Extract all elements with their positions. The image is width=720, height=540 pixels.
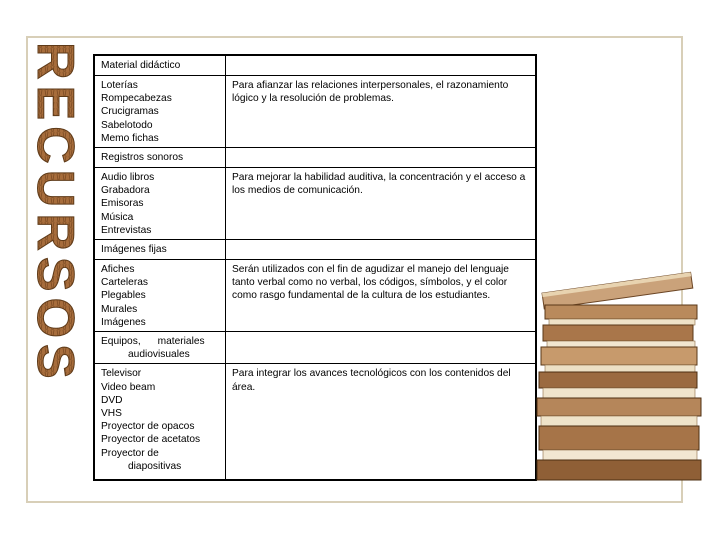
list-item: Crucigramas	[101, 106, 159, 118]
section-heading	[95, 148, 226, 168]
list-item: Sabelotodo	[101, 119, 153, 131]
section-empty-cell	[226, 148, 536, 168]
list-item: Música	[101, 211, 134, 223]
table-header-row	[95, 56, 536, 76]
table-row	[95, 168, 536, 240]
list-item: diapositivas	[128, 460, 182, 472]
list-item: Carteleras	[101, 277, 148, 289]
items-cell	[95, 260, 226, 332]
list-item: Entrevistas	[101, 224, 152, 236]
table-row	[95, 260, 536, 332]
table-row	[95, 364, 536, 480]
header-cell	[95, 56, 226, 76]
list-item: Video beam	[101, 381, 156, 393]
purpose-text: Para mejorar la habilidad auditiva, la concentración y el acceso a los medios de comunicación.	[232, 172, 526, 197]
list-item: Proyector de opacos	[101, 421, 195, 433]
table-row	[95, 76, 536, 148]
section-empty-cell	[226, 240, 536, 260]
purpose-cell	[226, 260, 536, 332]
purpose-text: Para afianzar las relaciones interpersonales, el razonamiento lógico y la resolución de problemas.	[232, 80, 509, 105]
section-heading-row	[95, 332, 536, 364]
list-item: Memo fichas	[101, 132, 159, 144]
section-heading-label: audiovisuales	[128, 349, 190, 361]
list-item: Imágenes	[101, 316, 146, 328]
header-label: Material didáctico	[101, 60, 181, 71]
list-item: Proyector de	[101, 447, 159, 459]
list-item: Proyector de acetatos	[101, 434, 201, 446]
purpose-cell	[226, 76, 536, 148]
section-heading	[95, 240, 226, 260]
items-cell	[95, 364, 226, 480]
section-heading-row	[95, 148, 536, 168]
items-cell	[95, 76, 226, 148]
section-heading-label: Equipos, materiales	[101, 336, 205, 348]
section-heading	[95, 332, 226, 364]
purpose-cell	[226, 168, 536, 240]
section-heading-label: Registros sonoros	[101, 152, 184, 164]
section-heading-label: Imágenes fijas	[101, 244, 167, 256]
materials-table-container	[93, 54, 537, 481]
stack-of-books-icon	[535, 265, 705, 485]
list-item: Loterías	[101, 80, 138, 91]
list-item: Murales	[101, 303, 138, 315]
section-empty-cell	[226, 332, 536, 364]
items-cell	[95, 168, 226, 240]
purpose-cell	[226, 364, 536, 480]
header-empty-cell	[226, 56, 536, 76]
purpose-text: Serán utilizados con el fin de agudizar el manejo del lenguaje tanto verbal como no verbal, los códigos, símbolos, y el color como rasgo fundamental de la cultura de los estudiantes.	[232, 264, 509, 302]
vertical-title	[26, 40, 84, 500]
list-item: Plegables	[101, 290, 146, 302]
purpose-text: Para integrar los avances tecnológicos con los contenidos del área.	[232, 368, 511, 393]
list-item: Grabadora	[101, 185, 150, 197]
list-item: Emisoras	[101, 198, 144, 210]
list-item: DVD	[101, 394, 123, 406]
list-item: Afiches	[101, 264, 135, 276]
list-item: Audio libros	[101, 172, 155, 184]
list-item: Televisor	[101, 368, 142, 380]
list-item: VHS	[101, 408, 122, 420]
list-item: Rompecabezas	[101, 93, 172, 105]
section-heading-row	[95, 240, 536, 260]
materials-table	[94, 55, 536, 480]
title-text: RECURSOS	[26, 42, 84, 385]
